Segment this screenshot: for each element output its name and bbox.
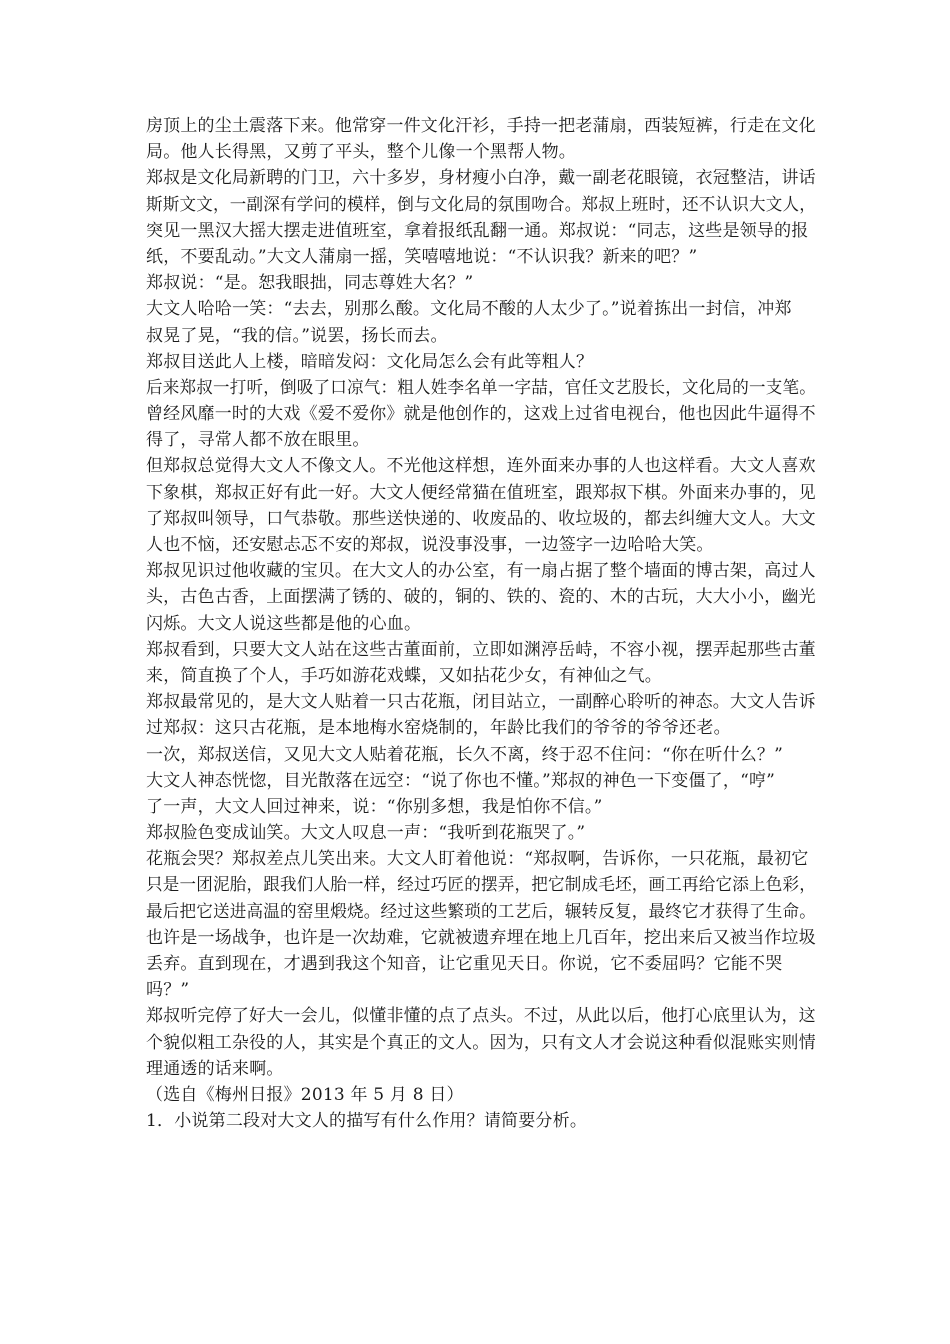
text-line: 叔晃了晃，“我的信。”说罢，扬长而去。 [146,325,448,346]
text-line: 花瓶会哭？郑叔差点儿笑出来。大文人盯着他说：“郑叔啊，告诉你，一只花瓶，最初它 [146,849,809,870]
text-line: 局。他人长得黑，又剪了平头，整个儿像一个黑帮人物。 [146,142,576,163]
text-line: 1．小说第二段对大文人的描写有什么作用？请简要分析。 [146,1111,588,1132]
text-line: 郑叔看到，只要大文人站在这些古董面前，立即如渊渟岳峙，不容小视，摆弄起那些古董 [146,639,816,660]
text-line: 后来郑叔一打听，倒吸了口凉气：粗人姓李名单一字喆，官任文艺股长，文化局的一支笔。 [146,377,816,398]
text-line: 丢弃。直到现在，才遇到我这个知音，让它重见天日。你说，它不委屈吗？它能不哭 [146,954,783,974]
text-line: 个貌似粗工杂役的人，其实是个真正的文人。因为，只有文人才会说这种看似混账实则情 [146,1032,816,1053]
text-line: 了一声，大文人回过神来，说：“你别多想，我是怕你不信。” [146,796,603,817]
story-text [146,113,816,1134]
text-line: 过郑叔：这只古花瓶，是本地梅水窑烧制的，年龄比我们的爷爷的爷爷还老。 [146,718,731,739]
text-line: 纸，不要乱动。”大文人蒲扇一摇，笑嘻嘻地说：“不认识我？新来的吧？” [146,246,698,267]
text-line: 郑叔是文化局新聘的门卫，六十多岁，身材瘦小白净，戴一副老花眼镜，衣冠整洁，讲话 [146,168,816,189]
text-line: 人也不恼，还安慰忐忑不安的郑叔，说没事没事，一边签字一边哈哈大笑。 [146,535,714,555]
text-line: 曾经风靡一时的大戏《爱不爱你》就是他创作的，这戏上过省电视台，他也因此牛逼得不 [146,404,816,425]
text-line: 郑叔目送此人上楼，暗暗发闷：文化局怎么会有此等粗人？ [146,351,594,372]
text-line: 头，古色古香，上面摆满了锈的、破的，铜的、铁的、瓷的、木的古玩，大大小小，幽光 [146,587,816,608]
text-line: 理通透的话来啊。 [146,1058,284,1079]
text-line: 但郑叔总觉得大文人不像文人。不光他这样想，连外面来办事的人也这样看。大文人喜欢 [146,456,816,477]
text-line: 大文人神态恍惚，目光散落在远空：“说了你也不懂。”郑叔的神色一下变僵了，“哼” [146,770,776,791]
text-line: 最后把它送进高温的窑里煅烧。经过这些繁琐的工艺后，辗转反复，最终它才获得了生命。 [146,901,816,922]
text-line: （选自《梅州日报》2013 年 5 月 8 日） [146,1084,464,1105]
text-line: 了郑叔叫领导，口气恭敬。那些送快递的、收废品的、收垃圾的，都去纠缠大文人。大文 [146,508,816,529]
text-line: 郑叔见识过他收藏的宝贝。在大文人的办公室，有一扇占据了整个墙面的博古架，高过人 [146,561,816,582]
text-line: 突见一黑汉大摇大摆走进值班室，拿着报纸乱翻一通。郑叔说：“同志，这些是领导的报 [146,220,809,241]
text-line: 也许是一场战争，也许是一次劫难，它就被遗弃埋在地上几百年，挖出来后又被当作垃圾 [146,927,816,948]
text-line: 吗？” [146,980,190,1001]
text-line: 闪烁。大文人说这些都是他的心血。 [146,613,422,634]
text-line: 下象棋，郑叔正好有此一好。大文人便经常猫在值班室，跟郑叔下棋。外面来办事的，见 [146,482,816,503]
text-line: 得了，寻常人都不放在眼里。 [146,430,370,451]
text-line: 斯斯文文，一副深有学问的模样，倒与文化局的氛围吻合。郑叔上班时，还不认识大文人， [146,194,816,215]
text-line: 郑叔脸色变成讪笑。大文人叹息一声：“我听到花瓶哭了。” [146,823,586,844]
text-line: 郑叔最常见的，是大文人贴着一只古花瓶，闭目站立，一副醉心聆听的神态。大文人告诉 [146,692,816,713]
text-line: 只是一团泥胎，跟我们人胎一样，经过巧匠的摆弄，把它制成毛坯，画工再给它添上色彩， [146,875,816,896]
text-line: 房顶上的尘土震落下来。他常穿一件文化汗衫，手持一把老蒲扇，西装短裤，行走在文化 [146,116,816,136]
text-line: 一次，郑叔送信，又见大文人贴着花瓶，长久不离，终于忍不住问：“你在听什么？” [146,744,783,765]
text-line: 来，简直换了个人，手巧如游花戏蝶，又如拈花少女，有神仙之气。 [146,665,662,686]
text-line: 郑叔听完停了好大一会儿，似懂非懂的点了点头。不过，从此以后，他打心底里认为，这 [146,1006,816,1027]
text-line: 郑叔说：“是。恕我眼拙，同志尊姓大名？” [146,273,474,294]
text-line: 大文人哈哈一笑：“去去，别那么酸。文化局不酸的人太少了。”说着拣出一封信，冲郑 [146,299,792,320]
